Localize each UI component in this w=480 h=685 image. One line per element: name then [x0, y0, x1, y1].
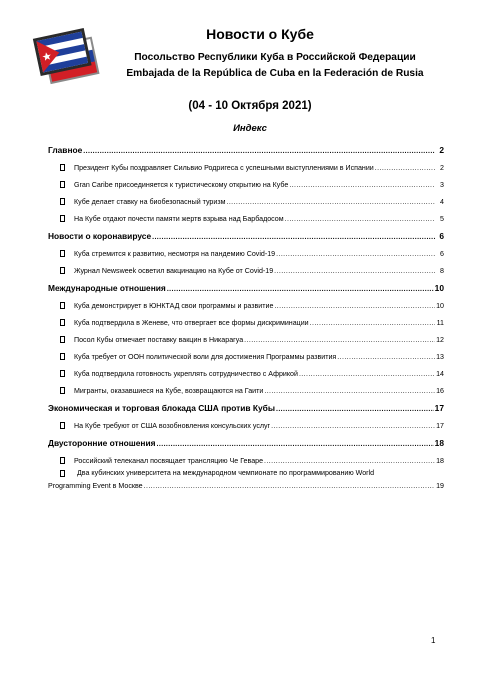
toc-entry[interactable]: [48, 155, 444, 172]
bullet-icon: [60, 319, 65, 326]
bullet-icon: [60, 457, 65, 464]
toc-entry-text: Gran Caribe присоединяется к туристическому открытию на Кубе: [74, 181, 289, 189]
toc-page-number: 3: [440, 181, 444, 189]
toc-page-number: 2: [440, 164, 444, 172]
dot-leader: [167, 286, 434, 293]
toc-entry[interactable]: [48, 413, 444, 430]
index-heading: Индекс: [233, 123, 267, 134]
toc-entry[interactable]: [48, 344, 444, 361]
toc-entry[interactable]: [48, 258, 444, 275]
dot-leader: [375, 165, 435, 172]
toc-page-number: 19: [436, 482, 444, 490]
bullet-icon: [60, 198, 65, 205]
toc-entry[interactable]: [48, 361, 444, 378]
bullet-icon: [60, 302, 65, 309]
table-of-contents: [48, 137, 444, 490]
toc-entry-text: Куба требует от ООН политической воли для достижения Программы развития: [74, 353, 337, 361]
toc-entry-text: На Кубе требуют от США возобновления консульских услуг: [74, 422, 271, 430]
dot-leader: [144, 483, 435, 490]
toc-page-number: 10: [436, 302, 444, 310]
toc-page-number: 12: [436, 336, 444, 344]
toc-entry[interactable]: [48, 189, 444, 206]
toc-entry-text: Куба стремится к развитию, несмотря на пандемию Covid-19: [74, 250, 276, 258]
toc-entry[interactable]: [48, 293, 444, 310]
dot-leader: [152, 234, 435, 241]
dot-leader: [83, 148, 435, 155]
toc-entry[interactable]: [48, 172, 444, 189]
dot-leader: [310, 320, 435, 327]
dot-leader: [264, 388, 435, 395]
toc-page-number: 16: [436, 387, 444, 395]
toc-section-main[interactable]: [48, 137, 444, 155]
bullet-icon: [60, 215, 65, 222]
toc-page-number: 2: [439, 145, 444, 155]
toc-page-number: 17: [436, 422, 444, 430]
toc-section-bilateral[interactable]: [48, 430, 444, 448]
dot-leader: [271, 423, 435, 430]
toc-entry-text: Мигранты, оказавшиеся на Кубе, возвращаются на Гаити: [74, 387, 264, 395]
document-title: Новости о Кубе: [206, 26, 314, 42]
toc-entry-text: Посол Кубы отмечает поставку вакцин в Никарагуа: [74, 336, 244, 344]
toc-page-number: 10: [434, 283, 444, 293]
toc-entry-text: Куба подтвердила в Женеве, что отвергает все формы дискриминации: [74, 319, 309, 327]
embassy-name-spanish: Embajada de la República de Cuba en la Federación de Rusia: [126, 68, 424, 79]
bullet-icon: [60, 387, 65, 394]
dot-leader: [276, 251, 435, 258]
toc-entry[interactable]: [48, 378, 444, 395]
dot-leader: [157, 441, 434, 448]
toc-page-number: 11: [436, 319, 444, 327]
embassy-name-russian: Посольство Республики Куба в Российской Федерации: [134, 52, 416, 63]
dot-leader: [299, 371, 435, 378]
toc-entry-text: Куба подтвердила готовность укреплять сотрудничество с Африкой: [74, 370, 298, 378]
date-range: (04 - 10 Октября 2021): [188, 100, 312, 112]
bullet-icon: [60, 181, 65, 188]
toc-section-title: Экономическая и торговая блокада США против Кубы: [48, 403, 275, 413]
toc-section-title: Двусторонние отношения: [48, 438, 156, 448]
dot-leader: [274, 268, 435, 275]
dot-leader: [285, 216, 435, 223]
toc-page-number: 6: [439, 231, 444, 241]
toc-page-number: 6: [440, 250, 444, 258]
toc-section-international[interactable]: [48, 275, 444, 293]
toc-entry-text-line2: Programming Event в Москве: [48, 482, 143, 490]
toc-entry[interactable]: [48, 241, 444, 258]
toc-section-title: Новости о коронавирусе: [48, 231, 152, 241]
toc-page-number: 17: [434, 403, 444, 413]
bullet-icon: [60, 164, 65, 171]
toc-section-blockade[interactable]: [48, 395, 444, 413]
toc-entry[interactable]: [48, 206, 444, 223]
toc-page-number: 13: [436, 353, 444, 361]
bullet-icon: [60, 370, 65, 377]
toc-page-number: 14: [436, 370, 444, 378]
toc-section-coronavirus[interactable]: [48, 223, 444, 241]
toc-entry-text: Президент Кубы поздравляет Сильвио Родригеса с успешными выступлениями в Испании: [74, 164, 374, 172]
toc-page-number: 8: [440, 267, 444, 275]
footer-page-number: 1: [431, 636, 436, 645]
toc-page-number: 18: [436, 457, 444, 465]
toc-entry-multiline[interactable]: [48, 468, 444, 490]
toc-entry-text: Российский телеканал посвящает трансляцию Че Геваре: [74, 457, 264, 465]
toc-page-number: 5: [440, 215, 444, 223]
toc-entry[interactable]: [48, 448, 444, 465]
toc-entry[interactable]: [48, 327, 444, 344]
dot-leader: [274, 303, 435, 310]
toc-section-title: Главное: [48, 145, 83, 155]
toc-entry-text-line1: Два кубинских университета на международном чемпионате по программированию World: [77, 469, 375, 477]
bullet-icon: [60, 353, 65, 360]
dot-leader: [264, 458, 435, 465]
toc-entry-text: Журнал Newsweek осветил вакцинацию на Кубе от Covid-19: [74, 267, 274, 275]
toc-section-title: Международные отношения: [48, 283, 166, 293]
dot-leader: [289, 182, 435, 189]
bullet-icon: [60, 267, 65, 274]
dot-leader: [337, 354, 435, 361]
bullet-icon: [60, 250, 65, 257]
toc-entry-text: На Кубе отдают почести памяти жертв взрыва над Барбадосом: [74, 215, 284, 223]
toc-entry-text: Кубе делает ставку на биобезопасный туризм: [74, 198, 226, 206]
dot-leader: [226, 199, 435, 206]
toc-entry[interactable]: [48, 310, 444, 327]
bullet-icon: [60, 336, 65, 343]
toc-page-number: 18: [434, 438, 444, 448]
toc-entry-text: Куба демонстрирует в ЮНКТАД свои программы и развитие: [74, 302, 274, 310]
bullet-icon: [60, 422, 65, 429]
dot-leader: [244, 337, 435, 344]
dot-leader: [276, 406, 434, 413]
toc-page-number: 4: [440, 198, 444, 206]
bullet-icon: [60, 470, 65, 477]
